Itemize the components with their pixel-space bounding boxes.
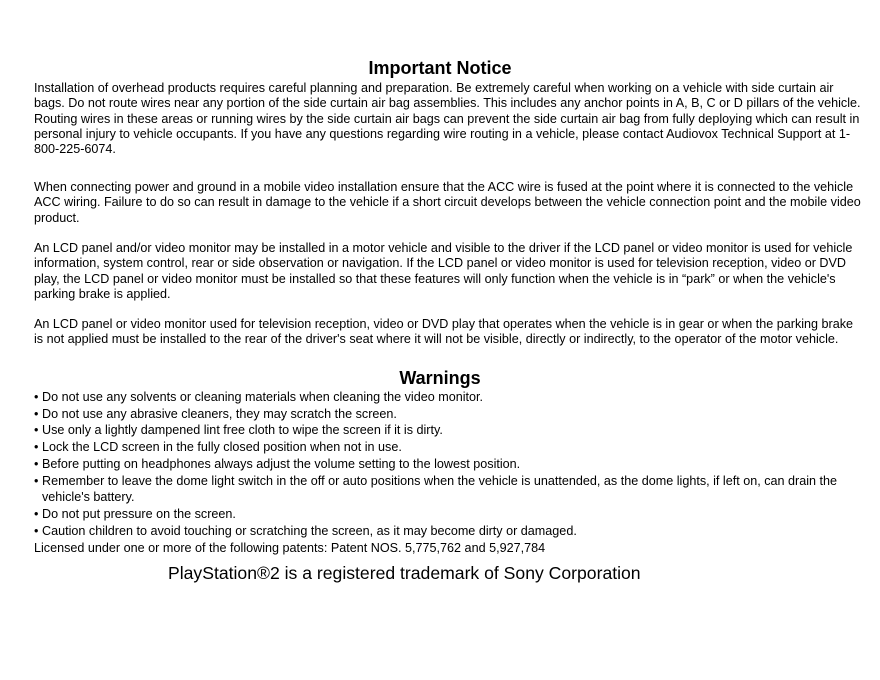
notice-paragraph-acc-wire: When connecting power and ground in a mobile video installation ensure that the ACC wire is fused at the point where it is connected to the vehicle ACC wiring. Failure to do so can result in damage to the vehicle if a short circuit develops between the vehicle connection point and the mobile video product.	[34, 180, 861, 225]
warning-item: • Do not use any solvents or cleaning materials when cleaning the video monitor.	[34, 389, 864, 406]
notice-paragraph-airbags: Installation of overhead products requires careful planning and preparation. Be extremely careful when working on a vehicle with side curtain air bags. Do not route wires near any portion of the side curtain air bag assemblies. This includes any anchor points in A, B, C or D pillars of the vehicle. Routing wires in these areas or running wires by the side curtain air bags can prevent the side curtain air bag from fully deploying which can result in personal injury to vehicle occupants. If you have any questions regarding wire routing in a vehicle, please contact Audiovox Technical Support at 1-800-225-6074.	[34, 81, 861, 157]
warnings-heading: Warnings	[399, 368, 481, 388]
warning-item: • Remember to leave the dome light switch in the off or auto positions when the vehicle is unattended, as the dome lights, if left on, can drain the vehicle's battery.	[34, 473, 864, 506]
important-notice-heading: Important Notice	[368, 58, 512, 78]
warning-item: • Do not put pressure on the screen.	[34, 506, 864, 523]
warning-item: • Do not use any abrasive cleaners, they may scratch the screen.	[34, 406, 864, 423]
patents-line: Licensed under one or more of the following patents: Patent NOS. 5,775,762 and 5,927,784	[34, 541, 546, 555]
warning-item: • Use only a lightly dampened lint free cloth to wipe the screen if it is dirty.	[34, 422, 864, 439]
warnings-list	[34, 389, 864, 539]
trademark-line: PlayStation®2 is a registered trademark of Sony Corporation	[168, 563, 641, 583]
warning-item: • Before putting on headphones always adjust the volume setting to the lowest position.	[34, 456, 864, 473]
warning-item: • Caution children to avoid touching or scratching the screen, as it may become dirty or damaged.	[34, 523, 864, 540]
notice-paragraph-lcd-visible: An LCD panel and/or video monitor may be installed in a motor vehicle and visible to the driver if the LCD panel or video monitor is used for vehicle information, system control, rear or side observation or navigation. If the LCD panel or video monitor is used for television reception, video or DVD play, the LCD panel or video monitor must be installed so that these features will only function when the vehicle is in “park” or when the vehicle's parking brake is applied.	[34, 241, 853, 301]
warning-item: • Lock the LCD screen in the fully closed position when not in use.	[34, 439, 864, 456]
notice-paragraph-lcd-rear: An LCD panel or video monitor used for television reception, video or DVD play that operates when the vehicle is in gear or when the parking brake is not applied must be installed to the rear of the driver's seat where it will not be visible, directly or indirectly, to the operator of the motor vehicle.	[34, 317, 854, 347]
